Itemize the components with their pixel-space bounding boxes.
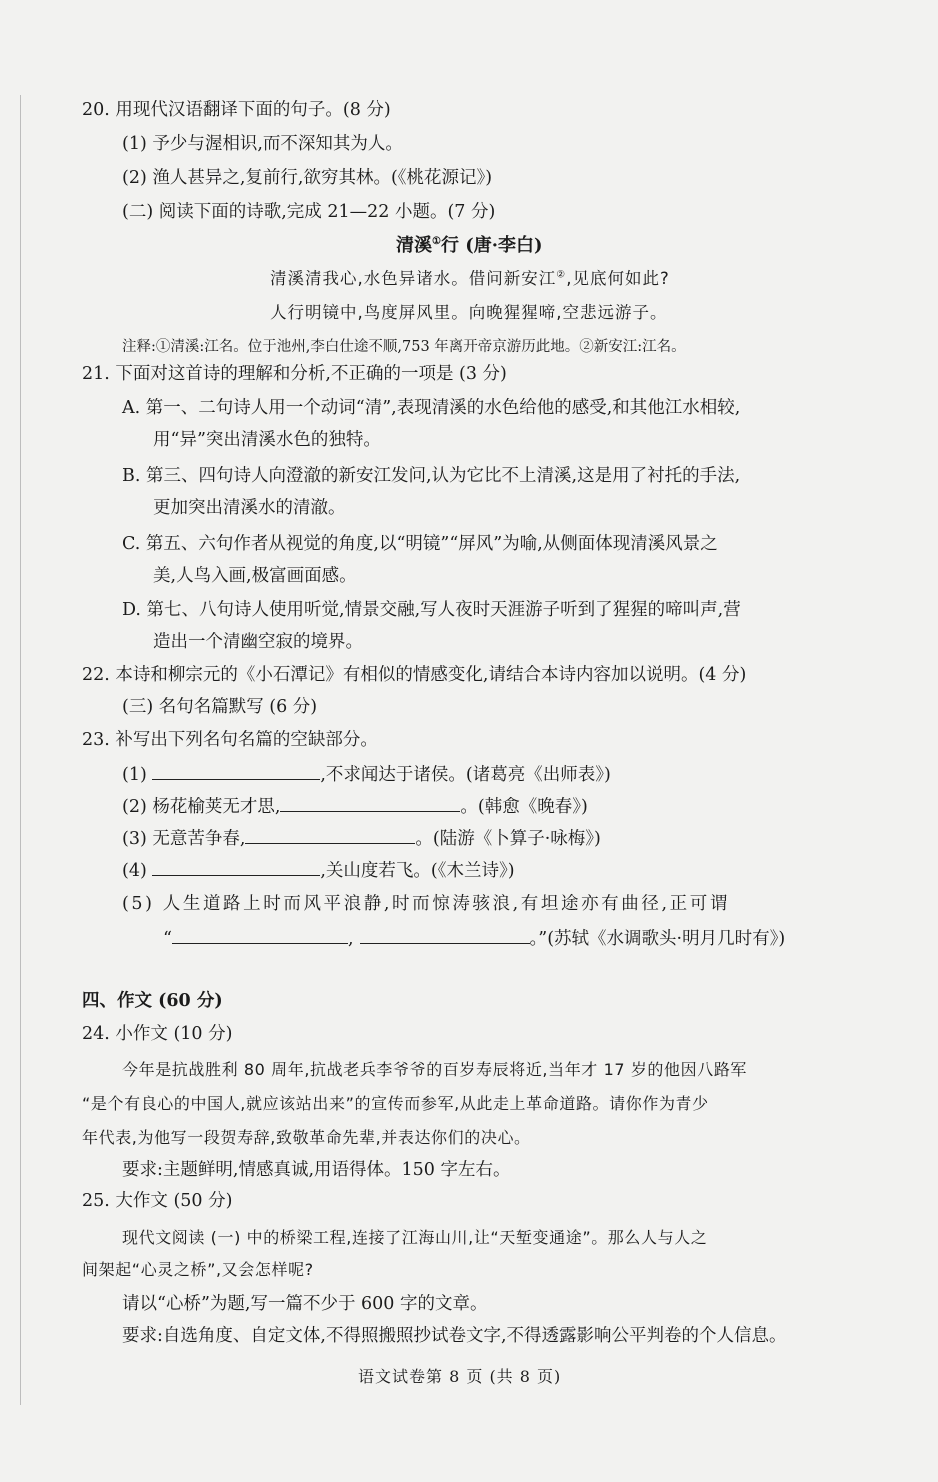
q24-requirements: 要求:主题鲜明,情感真诚,用语得体。150 字左右。: [122, 1160, 511, 1180]
q21-stem: 21. 下面对这首诗的理解和分析,不正确的一项是 (3 分): [82, 364, 507, 384]
q24-paragraph-line-1: 今年是抗战胜利 80 周年,抗战老兵李爷爷的百岁寿辰将近,当年才 17 岁的他因八路军: [122, 1060, 748, 1079]
q23-item-2: [122, 793, 588, 820]
poem-title-rest: 行 (唐·李白): [440, 235, 543, 256]
poem-line-2: 人行明镜中,鸟度屏风里。向晚猩猩啼,空悲远游子。: [270, 303, 668, 322]
q21-option-b-line-2: 更加突出清溪水的清澈。: [153, 498, 346, 518]
q23-item-4-suffix: ,关山度若飞。(《木兰诗》): [320, 861, 515, 881]
q24-paragraph-line-3: 年代表,为他写一段贺寿辞,致敬革命先辈,并表达你们的决心。: [82, 1128, 531, 1147]
q21-option-c-line-2: 美,人鸟入画,极富画面感。: [153, 566, 357, 586]
q24-paragraph-line-2: “是个有良心的中国人,就应该站出来”的宣传而参军,从此走上革命道路。请你作为青少: [82, 1094, 709, 1113]
q22-stem: 22. 本诗和柳宗元的《小石潭记》有相似的情感变化,请结合本诗内容加以说明。(4 分): [82, 665, 747, 685]
q25-paragraph-line-2: 间架起“心灵之桥”,又会怎样呢?: [82, 1260, 314, 1279]
q23-item-4-prefix: (4): [122, 861, 153, 881]
q23-item-1-prefix: (1): [122, 765, 153, 785]
page-footer: 语文试卷第 8 页 (共 8 页): [358, 1367, 562, 1386]
q23-item-5-suffix: 。”(苏轼《水调歌头·明月几时有》): [529, 929, 786, 949]
q23-item-4-blank[interactable]: [152, 857, 320, 876]
q20-stem: 20. 用现代汉语翻译下面的句子。(8 分): [82, 100, 391, 120]
q23-item-1-suffix: ,不求闻达于诸侯。(诸葛亮《出师表》): [320, 765, 611, 785]
section-2-heading: (二) 阅读下面的诗歌,完成 21—22 小题。(7 分): [122, 202, 496, 222]
q23-item-5-line-2: [163, 925, 785, 952]
poem-line-1-b: ,见底何如此?: [566, 269, 670, 288]
poem-title-note-mark: ①: [432, 236, 441, 247]
q25-title: 25. 大作文 (50 分): [82, 1191, 233, 1211]
margin-line: [20, 95, 21, 1405]
q23-item-4: [122, 857, 515, 884]
q23-item-2-suffix: 。(韩愈《晚春》): [460, 797, 588, 817]
q21-option-d-line-1: D. 第七、八句诗人使用听觉,情景交融,写人夜时天涯游子听到了猩猩的啼叫声,营: [122, 600, 741, 620]
q21-option-c-line-1: C. 第五、六句作者从视觉的角度,以“明镜”“屏风”为喻,从侧面体现清溪风景之: [122, 534, 718, 554]
q23-item-1: [122, 761, 611, 788]
part-4-heading: 四、作文 (60 分): [82, 991, 223, 1011]
q21-option-d-line-2: 造出一个清幽空寂的境界。: [153, 632, 363, 652]
q23-item-1-blank[interactable]: [152, 761, 320, 780]
poem-title: [396, 233, 543, 259]
poem-line-1-note-mark: ②: [556, 269, 567, 281]
q25-paragraph-line-1: 现代文阅读 (一) 中的桥梁工程,连接了江海山川,让“天堑变通途”。那么人与人之: [122, 1228, 708, 1247]
section-3-heading: (三) 名句名篇默写 (6 分): [122, 697, 318, 717]
q23-item-5-blank-2[interactable]: [360, 925, 530, 944]
q23-item-2-prefix: (2) 杨花榆荚无才思,: [122, 797, 281, 817]
q23-item-3-prefix: (3) 无意苦争春,: [122, 829, 246, 849]
q23-stem: 23. 补写出下列名句名篇的空缺部分。: [82, 730, 378, 750]
q23-item-5-blank-1[interactable]: [172, 925, 348, 944]
q23-item-5-open-quote: “: [163, 929, 172, 949]
poem-line-1: [270, 266, 670, 292]
q25-requirements: 要求:自选角度、自定文体,不得照搬照抄试卷文字,不得透露影响公平判卷的个人信息。: [122, 1326, 787, 1346]
q25-instruction: 请以“心桥”为题,写一篇不少于 600 字的文章。: [122, 1294, 488, 1314]
q23-item-3-suffix: 。(陆游《卜算子·咏梅》): [415, 829, 601, 849]
q20-sentence-1: (1) 予少与渥相识,而不深知其为人。: [122, 134, 403, 154]
q24-title: 24. 小作文 (10 分): [82, 1024, 233, 1044]
q23-item-5-line-1: (5) 人生道路上时而风平浪静,时而惊涛骇浪,有坦途亦有曲径,正可谓: [122, 894, 730, 914]
q21-option-b-line-1: B. 第三、四句诗人向澄澈的新安江发问,认为它比不上清溪,这是用了衬托的手法,: [122, 466, 741, 486]
q23-item-5-comma: ,: [347, 929, 354, 949]
q20-sentence-2: (2) 渔人甚异之,复前行,欲穷其林。(《桃花源记》): [122, 168, 493, 188]
poem-line-1-a: 清溪清我心,水色异诸水。借问新安江: [270, 269, 557, 288]
q23-item-2-blank[interactable]: [280, 793, 460, 812]
poem-note: 注释:①清溪:江名。位于池州,李白仕途不顺,753 年离开帝京游历此地。②新安江:江名。: [122, 339, 686, 355]
q23-item-3-blank[interactable]: [245, 825, 415, 844]
q21-option-a-line-2: 用“异”突出清溪水色的独特。: [153, 430, 381, 450]
q23-item-3: [122, 825, 601, 852]
q21-option-a-line-1: A. 第一、二句诗人用一个动词“清”,表现清溪的水色给他的感受,和其他江水相较,: [122, 398, 741, 418]
poem-title-main: 清溪: [396, 235, 432, 256]
